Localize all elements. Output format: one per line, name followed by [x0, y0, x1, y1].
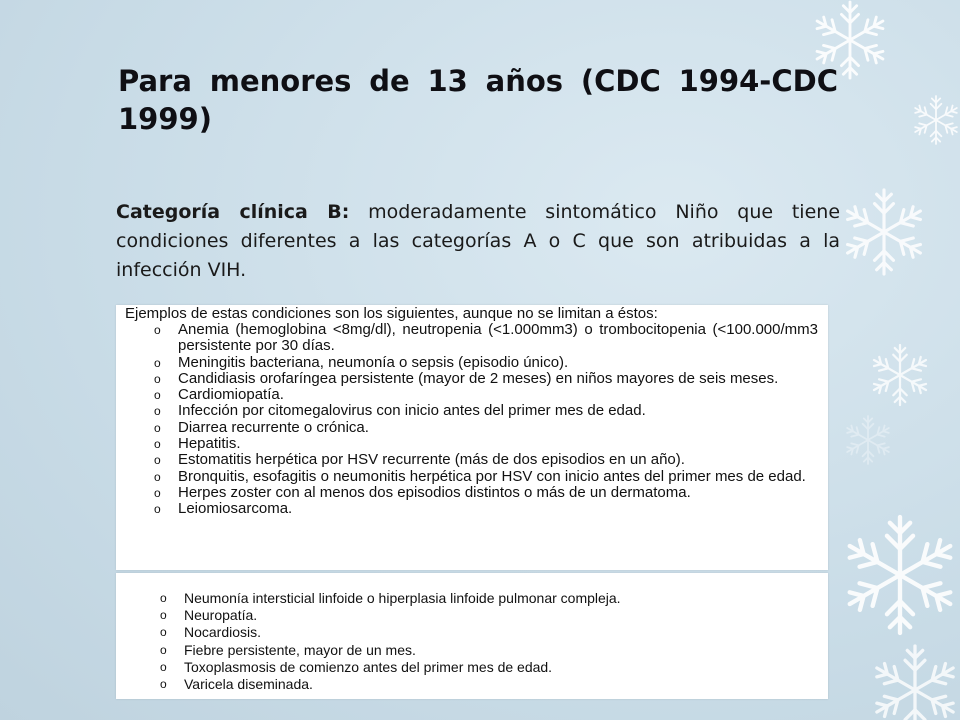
list-item	[116, 452, 828, 468]
conditions-list-image-top	[116, 305, 828, 570]
list-item-text: Candidiasis orofaríngea persistente (mayor de 2 meses) en niños mayores de seis meses.	[178, 369, 779, 387]
bullet-icon: o	[154, 469, 161, 484]
snowflake-icon	[843, 190, 925, 274]
list-item	[116, 501, 828, 517]
snowflake-icon	[843, 517, 957, 633]
list-item	[116, 624, 828, 641]
list-item	[116, 607, 828, 624]
bullet-icon: o	[154, 355, 161, 370]
snowflake-icon	[845, 416, 892, 464]
slide-title: Para menores de 13 años (CDC 1994-CDC 1999)	[118, 64, 838, 136]
conditions-list	[116, 590, 828, 693]
conditions-heading: Ejemplos de estas condiciones son los siguientes, aunque no se limitan a éstos:	[125, 305, 658, 322]
bullet-icon: o	[154, 404, 161, 419]
list-item-text: Nocardiosis.	[184, 624, 262, 641]
bullet-icon: o	[160, 591, 167, 605]
list-item	[116, 355, 828, 371]
bullet-icon: o	[154, 502, 161, 517]
list-item	[116, 642, 828, 659]
list-item	[116, 387, 828, 403]
bullet-icon: o	[160, 608, 167, 623]
list-item	[116, 420, 828, 436]
bullet-icon: o	[154, 437, 161, 452]
list-item	[116, 371, 828, 387]
list-item	[116, 403, 828, 419]
list-item-text: Leiomiosarcoma.	[178, 500, 293, 518]
bullet-icon: o	[160, 625, 167, 640]
bullet-icon: o	[160, 659, 167, 674]
category-label: Categoría clínica B:	[116, 201, 350, 223]
list-item	[116, 469, 828, 485]
snowflake-icon	[913, 96, 960, 144]
list-item-text: Varicela diseminada.	[184, 676, 313, 693]
bullet-icon: o	[160, 677, 167, 692]
list-item-text: Cardiomiopatía.	[178, 386, 284, 404]
list-item-text: Anemia (hemoglobina <8mg/dl), neutropenia (<1.000mm3) o trombocitopenia (<100.000/mm3 persistente por 30 días.	[178, 321, 818, 355]
snowflake-icon	[872, 646, 958, 720]
bullet-icon: o	[154, 453, 161, 468]
list-item-text: Toxoplasmosis de comienzo antes del primer mes de edad.	[184, 658, 553, 675]
list-item	[116, 590, 828, 607]
list-item-text: Hepatitis.	[178, 435, 241, 453]
list-item-text: Bronquitis, esofagitis o neumonitis herpética por HSV con inicio antes del primer mes de edad.	[178, 467, 806, 485]
bullet-icon: o	[154, 485, 161, 500]
list-item	[116, 659, 828, 676]
bullet-icon: o	[160, 642, 167, 657]
list-item-text: Meningitis bacteriana, neumonía o sepsis (episodio único).	[178, 353, 569, 371]
list-item	[116, 322, 828, 355]
category-text: moderadamente sintomático Niño que tiene condiciones diferentes a las categorías A o C que son atribuidas a la infección VIH.	[116, 201, 841, 281]
list-item	[116, 436, 828, 452]
list-item-text: Neuropatía.	[184, 607, 258, 624]
conditions-list	[116, 322, 828, 518]
conditions-list-image-bottom	[116, 573, 828, 699]
category-description	[116, 198, 840, 285]
list-item-text: Diarrea recurrente o crónica.	[178, 418, 369, 436]
bullet-icon: o	[154, 388, 161, 403]
bullet-icon: o	[154, 323, 161, 337]
list-item	[116, 676, 828, 693]
snowflake-icon	[871, 345, 930, 405]
bullet-icon: o	[154, 420, 161, 435]
list-item	[116, 485, 828, 501]
list-item-text: Herpes zoster con al menos dos episodios distintos o más de un dermatoma.	[178, 483, 691, 501]
list-item-text: Infección por citomegalovirus con inicio antes del primer mes de edad.	[178, 402, 646, 420]
bullet-icon: o	[154, 371, 161, 386]
list-item-text: Neumonía intersticial linfoide o hiperplasia linfoide pulmonar compleja.	[184, 590, 621, 606]
list-item-text: Fiebre persistente, mayor de un mes.	[184, 641, 416, 658]
list-item-text: Estomatitis herpética por HSV recurrente (más de dos episodios en un año).	[178, 451, 685, 469]
